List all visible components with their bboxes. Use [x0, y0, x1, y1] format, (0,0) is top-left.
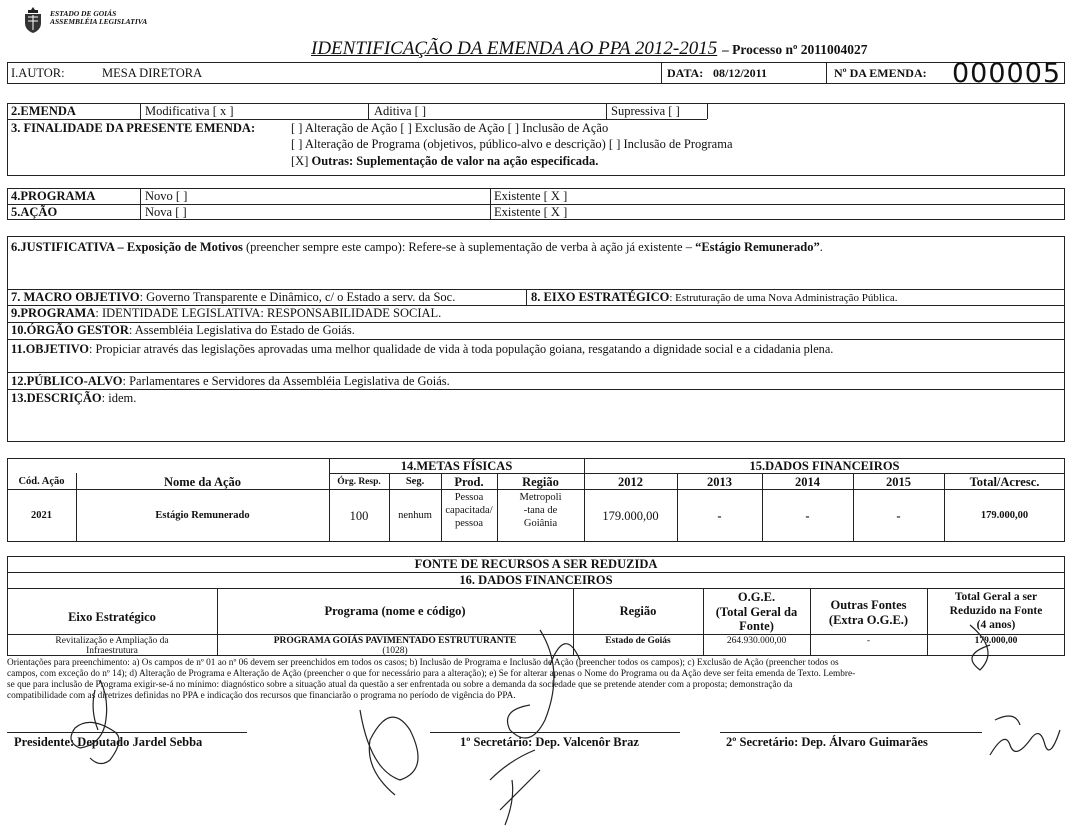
- col-nome-acao: Nome da Ação: [163, 475, 242, 489]
- orientacoes-line-3: se que para inclusão de Programa exigir-se-á no mínimo: diagnóstico sobre a situação atual da questão a ser enfrentada ou sobre a demanda da sociedade que se pretende atender com a proposta; demonstração da: [7, 680, 793, 690]
- programa-label: 4.PROGRAMA: [11, 189, 96, 203]
- signature-ornament: [540, 615, 1010, 675]
- org-line1: ESTADO DE GOIÁS: [50, 9, 117, 18]
- coat-of-arms-icon: [22, 6, 44, 34]
- col-2013: 2013: [707, 475, 732, 489]
- acao-nova: Nova [ ]: [145, 205, 187, 219]
- fonte-col-outras-1: Outras Fontes: [830, 598, 907, 612]
- col-seg: Seg.: [405, 476, 425, 487]
- emenda-number-label: Nº DA EMENDA:: [834, 66, 927, 80]
- modificativa-option: Modificativa [ x ]: [145, 104, 234, 118]
- row-nome: Estágio Remunerado: [155, 510, 250, 521]
- metas-fisicas-header: 14.METAS FÍSICAS: [400, 459, 513, 473]
- row-2015: -: [896, 509, 901, 523]
- programa-9: 9.PROGRAMA: IDENTIDADE LEGISLATIVA: RESPONSABILIDADE SOCIAL.: [11, 306, 442, 320]
- col-2014: 2014: [795, 475, 820, 489]
- title-text: IDENTIFICAÇÃO DA EMENDA AO PPA 2012-2015: [311, 38, 718, 59]
- page-title: [311, 38, 868, 61]
- fonte-col-oge-3: Fonte): [739, 619, 774, 633]
- fonte-col-oge-1: O.G.E.: [737, 590, 776, 604]
- programa-existente: Existente [ X ]: [494, 189, 568, 203]
- signature-presidente: [60, 670, 130, 770]
- signature-1-secretario: [340, 610, 570, 825]
- fonte-subtitle: 16. DADOS FINANCEIROS: [459, 573, 613, 587]
- col-total: Total/Acresc.: [969, 475, 1040, 489]
- col-cod-acao: Cód. Ação: [18, 476, 65, 487]
- row-regiao-1: Metropoli: [519, 492, 562, 503]
- data-label: DATA:: [667, 66, 704, 80]
- signature-2-secretario: [985, 700, 1065, 770]
- fonte-title: FONTE DE RECURSOS A SER REDUZIDA: [414, 557, 658, 571]
- fonte-col-outras-2: (Extra O.G.E.): [828, 613, 909, 627]
- descricao: 13.DESCRIÇÃO: idem.: [11, 391, 137, 405]
- col-org-resp: Órg. Resp.: [337, 477, 381, 487]
- fonte-row-programa-1: PROGRAMA GOIÁS PAVIMENTADO ESTRUTURANTE: [273, 636, 517, 646]
- macro-objetivo: 7. MACRO OBJETIVO: Governo Transparente e Dinâmico, c/ o Estado a serv. da Soc.: [11, 290, 456, 304]
- fonte-row-eixo-2: Infraestrutura: [86, 646, 138, 656]
- orientacoes-line-4: compatibilidade com as diretrizes definidas no PPA e indicação dos recursos que financiarão o programa no período de vigência do PPA.: [7, 691, 516, 701]
- acao-label: 5.AÇÃO: [11, 205, 58, 219]
- processo-number: – Processo nº 2011004027: [721, 42, 868, 57]
- fonte-col-regiao: Região: [619, 604, 657, 618]
- fonte-row-total: 179.000,00: [974, 636, 1018, 646]
- segundo-secretario-signature-label: 2º Secretário: Dep. Álvaro Guimarães: [726, 735, 928, 749]
- fonte-row-programa-2: (1028): [382, 646, 408, 656]
- publico-alvo: 12.PÚBLICO-ALVO: Parlamentares e Servidores da Assembléia Legislativa de Goiás.: [11, 374, 450, 388]
- org-line2: ASSEMBLÉIA LEGISLATIVA: [50, 17, 148, 26]
- row-seg: nenhum: [398, 510, 432, 521]
- dados-financeiros-header: 15.DADOS FINANCEIROS: [749, 459, 900, 473]
- fonte-col-total-2: Reduzido na Fonte: [949, 605, 1043, 617]
- col-2012: 2012: [618, 475, 643, 489]
- eixo-estrategico: 8. EIXO ESTRATÉGICO: Estruturação de uma Nova Administração Pública.: [531, 290, 898, 304]
- fonte-col-total-3: (4 anos): [976, 619, 1016, 631]
- fonte-col-programa: Programa (nome e código): [324, 604, 466, 618]
- primeiro-secretario-signature-label: 1º Secretário: Dep. Valcenôr Braz: [460, 735, 639, 749]
- acao-existente: Existente [ X ]: [494, 205, 568, 219]
- finalidade-line1: [ ] Alteração de Ação [ ] Exclusão de Ação [ ] Inclusão de Ação: [291, 121, 609, 135]
- fonte-row-eixo-1: Revitalização e Ampliação da: [55, 636, 169, 646]
- row-prod-2: capacitada/: [445, 505, 493, 516]
- row-cod: 2021: [31, 510, 52, 521]
- fonte-col-oge-2: (Total Geral da: [715, 605, 798, 619]
- objetivo: 11.OBJETIVO: Propiciar através das legislações aprovadas uma melhor qualidade de vida à toda população goiana, resgatando a dignidade social e a cidadania plena.: [11, 342, 834, 356]
- data-value: 08/12/2011: [713, 66, 768, 80]
- fonte-col-total-1: Total Geral a ser: [954, 591, 1038, 603]
- row-prod-1: Pessoa: [454, 492, 484, 503]
- finalidade-label: 3. FINALIDADE DA PRESENTE EMENDA:: [11, 121, 256, 135]
- row-total: 179.000,00: [980, 510, 1029, 521]
- emenda-label: 2.EMENDA: [11, 104, 76, 118]
- orgao-gestor: 10.ÓRGÃO GESTOR: Assembléia Legislativa do Estado de Goiás.: [11, 323, 355, 337]
- emenda-number-value: 000005: [952, 58, 1062, 89]
- justificativa-text: 6.JUSTIFICATIVA – Exposição de Motivos (preencher sempre este campo): Refere-se à suplementação de verba à ação já existente – “Estágio Remunerado”.: [11, 240, 823, 254]
- orientacoes-line-2: campos, com exceção do nº 14); d) Alteração de Programa e Alteração de Ação (preencher o que for necessário para a alteração); e) Se for alterar apenas o Nome do Programa ou da Ação deve ser feita emenda de Texto. Lembre-: [7, 669, 856, 679]
- row-prod-3: pessoa: [455, 518, 483, 529]
- programa-novo: Novo [ ]: [145, 189, 188, 203]
- presidente-signature-label: Presidente: Deputado Jardel Sebba: [14, 735, 203, 749]
- row-regiao-3: Goiânia: [523, 518, 558, 529]
- supressiva-option: Supressiva [ ]: [611, 104, 680, 118]
- col-regiao: Região: [522, 475, 559, 489]
- finalidade-line2: [ ] Alteração de Programa (objetivos, público-alvo e descrição) [ ] Inclusão de Programa: [291, 137, 733, 151]
- row-2012: 179.000,00: [602, 509, 659, 523]
- aditiva-option: Aditiva [ ]: [374, 104, 427, 118]
- row-2013: -: [717, 509, 722, 523]
- orientacoes-line-1: Orientações para preenchimento: a) Os campos de nº 01 ao nº 06 devem ser preenchidos em todos os casos; b) Inclusão de Programa e Inclusão de Ação (preencher todos os campos); c) Exclusão de Ação (preencher todos os: [7, 658, 839, 668]
- fonte-row-oge: 264.930.000,00: [726, 636, 787, 646]
- autor-label: I.AUTOR:: [11, 66, 65, 80]
- row-org: 100: [349, 509, 369, 523]
- finalidade-line3: [X] Outras: Suplementação de valor na ação especificada.: [291, 154, 599, 168]
- col-2015: 2015: [886, 475, 911, 489]
- fonte-row-regiao: Estado de Goiás: [605, 636, 671, 646]
- logo: [22, 6, 44, 34]
- finalidade-outras: Outras: Suplementação de valor na ação especificada.: [311, 154, 599, 168]
- row-regiao-2: -tana de: [523, 505, 558, 516]
- autor-value: MESA DIRETORA: [102, 66, 203, 80]
- row-2014: -: [805, 509, 810, 523]
- col-prod: Prod.: [454, 475, 484, 489]
- fonte-col-eixo: Eixo Estratégico: [68, 610, 156, 624]
- fonte-row-outras: -: [866, 636, 871, 646]
